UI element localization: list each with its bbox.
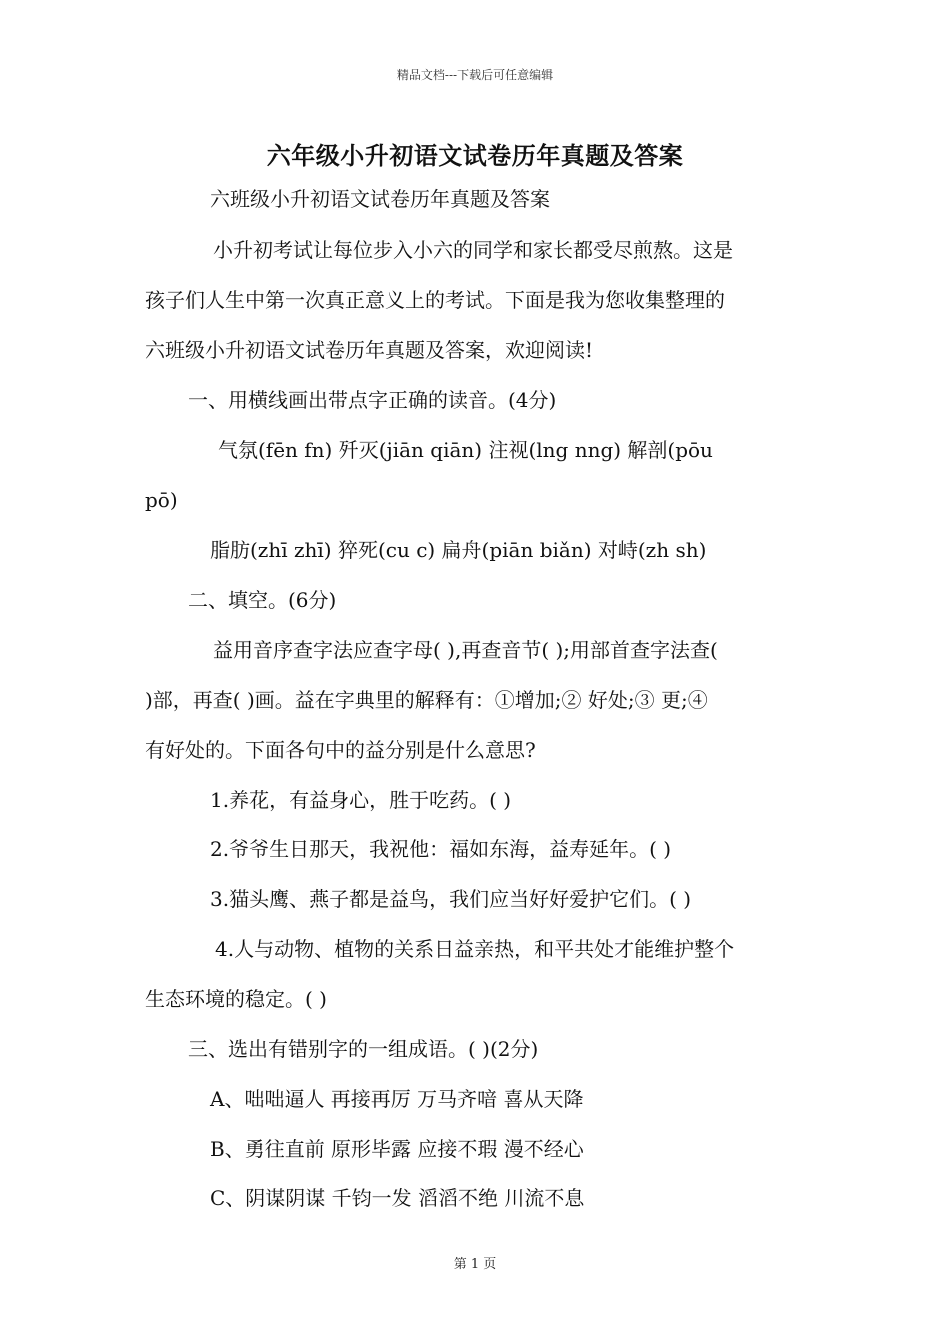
pinyin-line-1-cont: pō) — [145, 488, 178, 512]
pinyin-line-1: 气氛(fēn fn) 歼灭(jiān qiān) 注视(lng nng) 解剖(pōu — [218, 438, 713, 462]
section-3-heading: 三、选出有错别字的一组成语。( )(2分) — [188, 1037, 539, 1061]
section-1-heading: 一、用横线画出带点字正确的读音。(4分) — [188, 388, 557, 412]
sentence-4: 4.人与动物、植物的关系日益亲热，和平共处才能维护整个 — [215, 937, 735, 961]
option-a: A、咄咄逼人 再接再厉 万马齐喑 喜从天降 — [210, 1087, 584, 1111]
fill-line-2: )部，再查( )画。益在字典里的解释有：①增加;② 好处;③ 更;④ — [145, 688, 708, 712]
option-b: B、勇往直前 原形毕露 应接不瑕 漫不经心 — [210, 1137, 584, 1161]
sentence-2: 2.爷爷生日那天，我祝他：福如东海，益寿延年。( ) — [210, 837, 672, 861]
sentence-1: 1.养花，有益身心，胜于吃药。( ) — [210, 788, 512, 812]
fill-line-3: 有好处的。下面各句中的益分别是什么意思? — [145, 738, 536, 762]
sentence-3: 3.猫头鹰、燕子都是益鸟，我们应当好好爱护它们。( ) — [210, 887, 692, 911]
page-header: 精品文档---下载后可任意编辑 — [396, 68, 554, 82]
section-2-heading: 二、填空。(6分) — [188, 588, 337, 612]
intro-line-1: 小升初考试让每位步入小六的同学和家长都受尽煎熬。这是 — [213, 238, 733, 262]
option-c: C、阴谋阴谋 千钧一发 滔滔不绝 川流不息 — [210, 1186, 585, 1210]
sentence-4-cont: 生态环境的稳定。( ) — [145, 987, 327, 1011]
document-title: 六年级小升初语文试卷历年真题及答案 — [266, 141, 684, 170]
fill-line-1: 益用音序查字法应查字母( ),再查音节( );用部首查字法查( — [213, 638, 718, 662]
subtitle-line: 六班级小升初语文试卷历年真题及答案 — [210, 187, 550, 211]
page-footer: 第 1 页 — [453, 1257, 497, 1272]
intro-line-2: 孩子们人生中第一次真正意义上的考试。下面是我为您收集整理的 — [145, 288, 725, 312]
pinyin-line-2: 脂肪(zhī zhī) 猝死(cu c) 扁舟(piān biǎn) 对峙(zh sh) — [210, 538, 707, 562]
intro-line-3: 六班级小升初语文试卷历年真题及答案，欢迎阅读! — [145, 338, 594, 362]
